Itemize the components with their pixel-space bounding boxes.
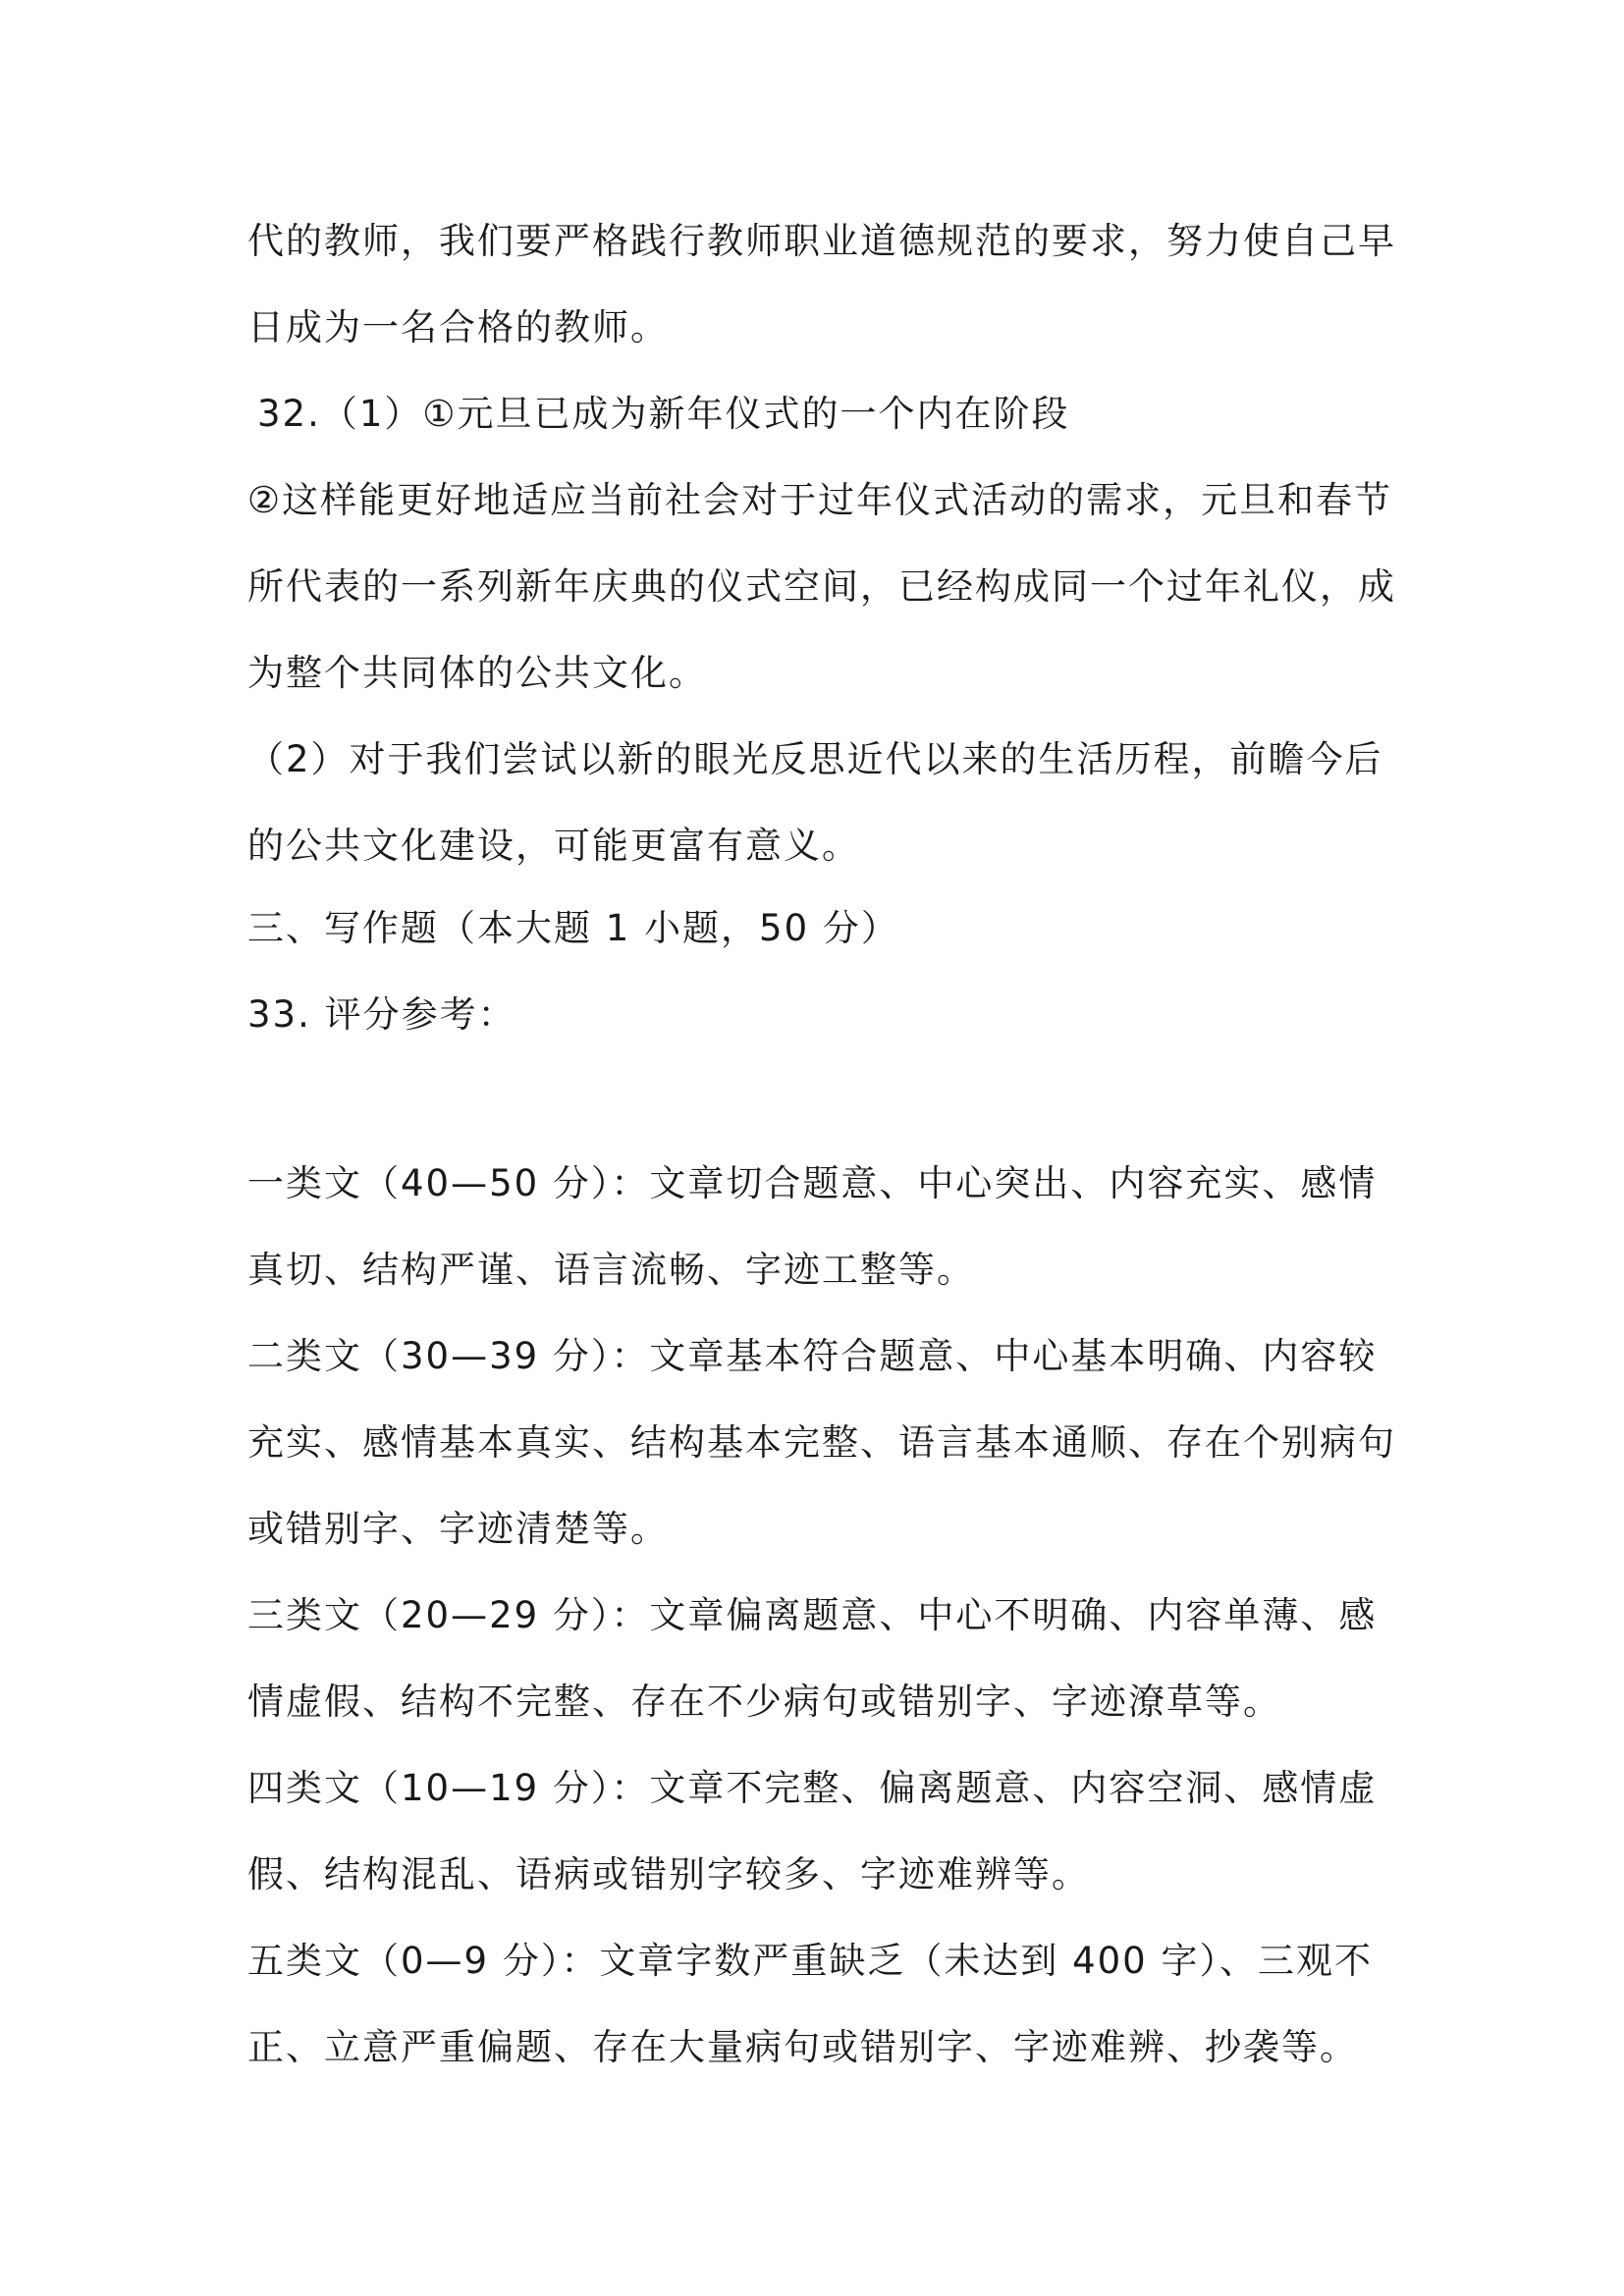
text-line: 情虚假、结构不完整、存在不少病句或错别字、字迹潦草等。 — [247, 1681, 1281, 1723]
grade-level-5: 五类文（0—9 分）：文章字数严重缺乏（未达到 400 字）、三观不 — [247, 1940, 1373, 1982]
grade-level-2: 二类文（30—39 分）：文章基本符合题意、中心基本明确、内容较 — [247, 1335, 1378, 1377]
text-line: ②这样能更好地适应当前社会对于过年仪式活动的需求，元旦和春节 — [247, 479, 1393, 521]
text-line: 所代表的一系列新年庆典的仪式空间，已经构成同一个过年礼仪，成 — [247, 565, 1396, 608]
grade-level-1: 一类文（40—50 分）：文章切合题意、中心突出、内容充实、感情 — [247, 1162, 1378, 1204]
question-32-part-1: 32.（1）①元旦已成为新年仪式的一个内在阶段 — [257, 393, 1070, 435]
text-line: 代的教师，我们要严格践行教师职业道德规范的要求，努力使自己早 — [247, 220, 1396, 262]
grade-level-3: 三类文（20—29 分）：文章偏离题意、中心不明确、内容单薄、感 — [247, 1594, 1378, 1636]
text-line: 假、结构混乱、语病或错别字较多、字迹难辨等。 — [247, 1853, 1090, 1896]
text-line: 充实、感情基本真实、结构基本完整、语言基本通顺、存在个别病句 — [247, 1421, 1396, 1464]
section-heading: 三、写作题（本大题 1 小题，50 分） — [247, 907, 899, 949]
question-33: 33. 评分参考： — [247, 993, 516, 1036]
text-line: 为整个共同体的公共文化。 — [247, 652, 707, 694]
grade-level-4: 四类文（10—19 分）：文章不完整、偏离题意、内容空洞、感情虚 — [247, 1767, 1378, 1809]
text-line: 真切、结构严谨、语言流畅、字迹工整等。 — [247, 1249, 975, 1291]
text-line: 的公共文化建设，可能更富有意义。 — [247, 825, 860, 867]
text-line: 正、立意严重偏题、存在大量病句或错别字、字迹难辨、抄袭等。 — [247, 2026, 1358, 2068]
question-32-part-2: （2）对于我们尝试以新的眼光反思近代以来的生活历程，前瞻今后 — [247, 738, 1383, 780]
text-line: 或错别字、字迹清楚等。 — [247, 1508, 669, 1550]
text-line: 日成为一名合格的教师。 — [247, 306, 669, 348]
